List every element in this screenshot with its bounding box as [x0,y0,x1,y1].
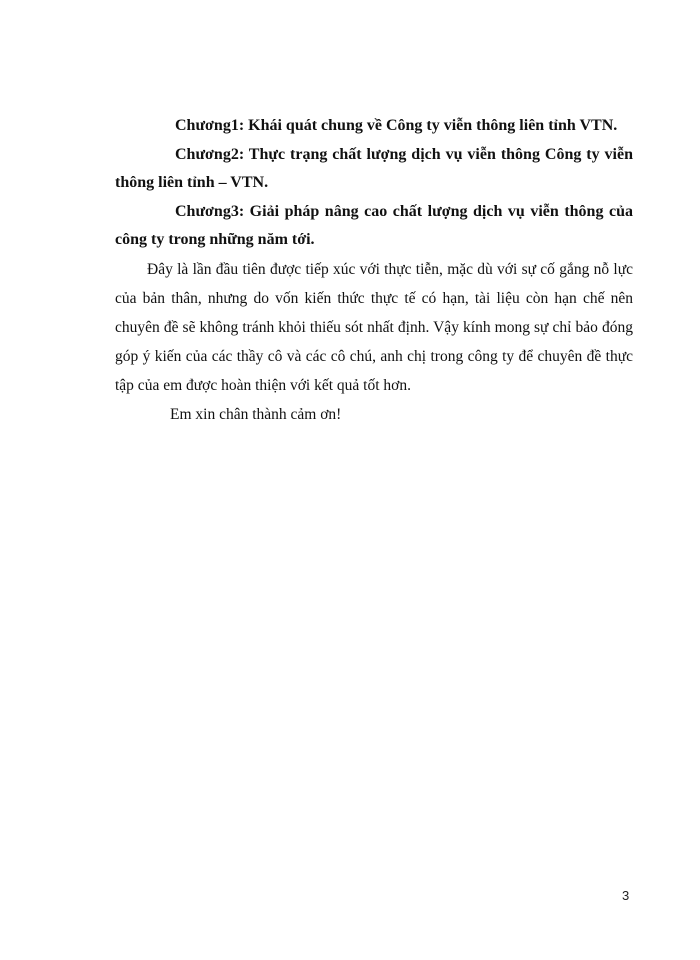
body-paragraph: Đây là lần đầu tiên được tiếp xúc với thực tiễn, mặc dù với sự cố gắng nỗ lực của bản thân, nhưng do vốn kiến thức thực tế có hạn, tài liệu còn hạn chế nên chuyên đề sẽ không tránh khỏi thiếu sót nhất định. Vậy kính mong sự chỉ bảo đóng góp ý kiến của các thầy cô và các cô chú, anh chị trong công ty để chuyên đề thực tập của em được hoàn thiện với kết quả tốt hơn. [115,260,633,394]
closing-thanks: Em xin chân thành cảm ơn! [170,405,342,423]
page-number: 3 [622,888,630,903]
page-content [115,112,633,429]
chapter-1-line: Chương1: Khái quát chung về Công ty viễn thông liên tỉnh VTN. [175,117,618,134]
chapter-3-line: Chương3: Giải pháp nâng cao chất lượng dịch vụ viễn thông của công ty trong những năm tới. [115,202,633,248]
chapter-2-line: Chương2: Thực trạng chất lượng dịch vụ viễn thông Công ty viễn thông liên tỉnh – VTN. [115,145,633,191]
